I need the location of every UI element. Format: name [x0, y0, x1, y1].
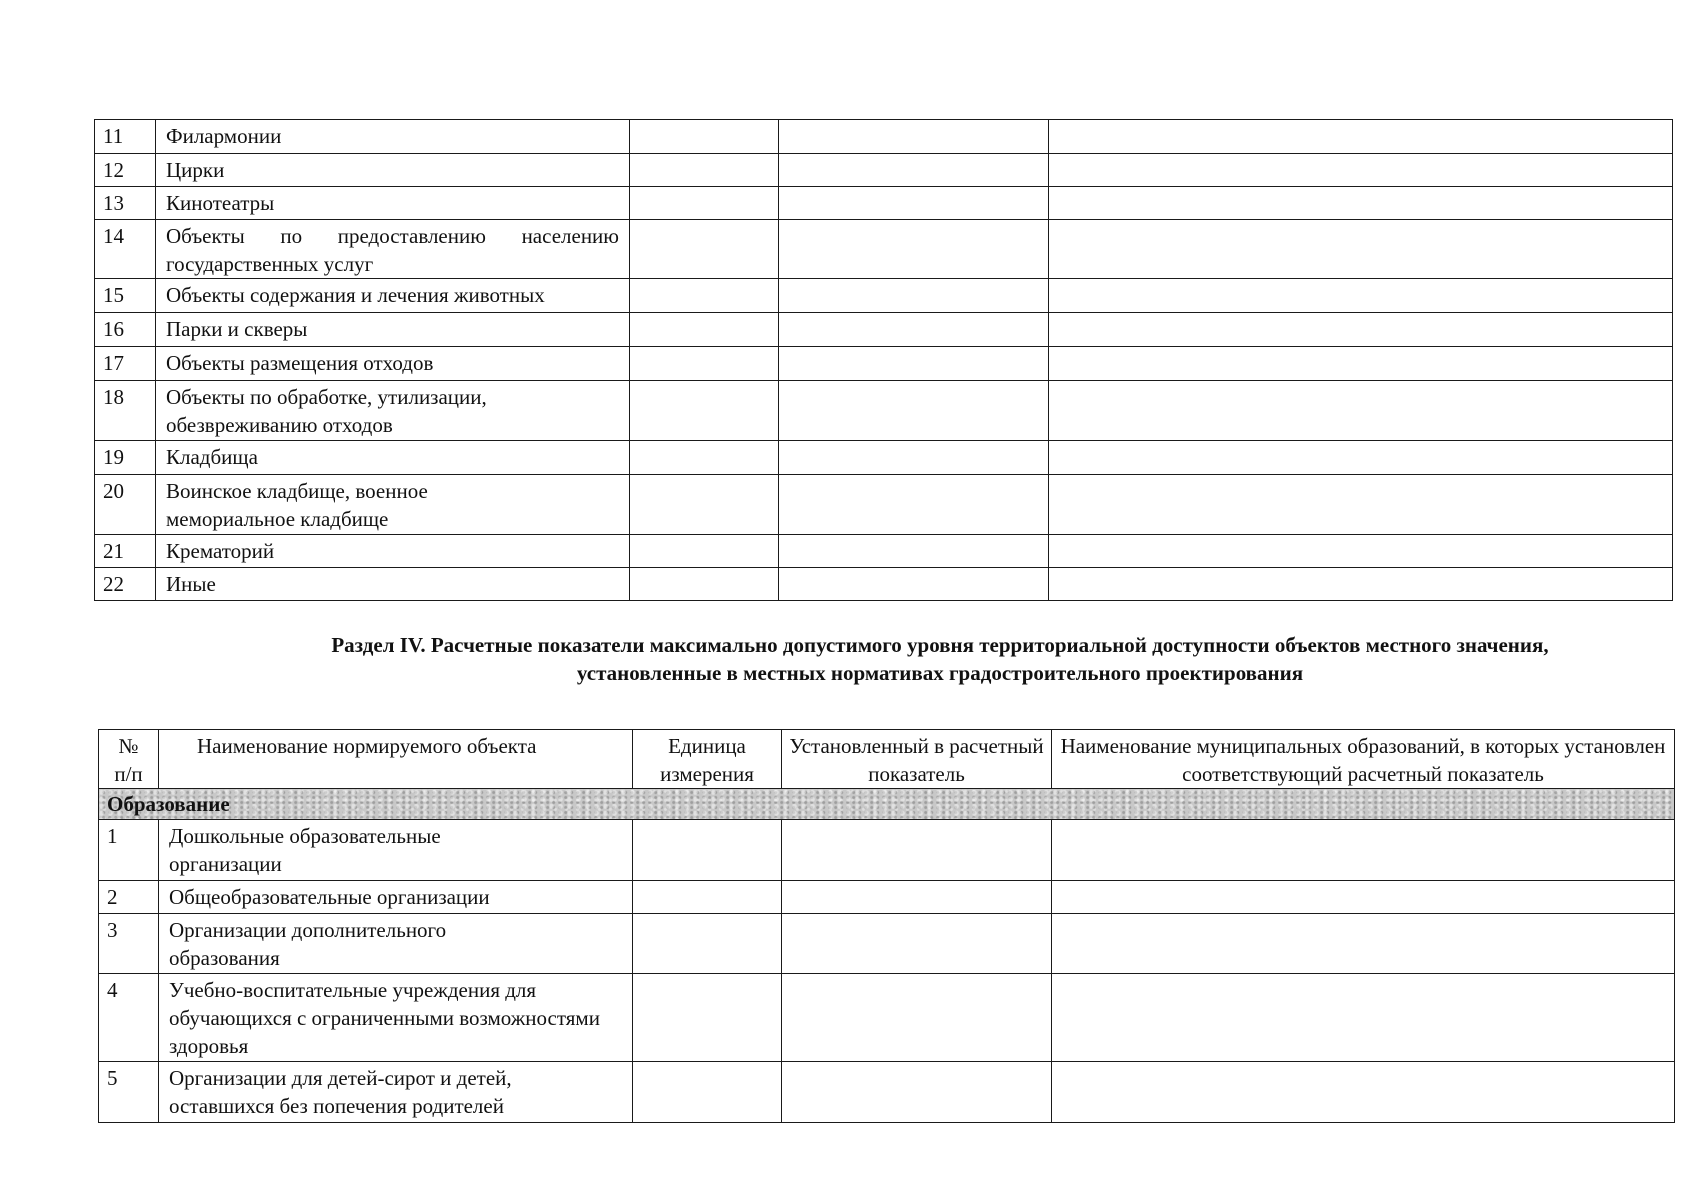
- object-name: Организации дополнительного образования: [159, 914, 633, 974]
- value-cell: [779, 347, 1049, 381]
- object-name: Воинское кладбище, военное мемориальное кладбище: [156, 475, 630, 535]
- table-row: [95, 279, 1673, 313]
- value-cell: [779, 535, 1049, 568]
- table-row: [95, 347, 1673, 381]
- value-cell: [779, 120, 1049, 154]
- unit-cell: [630, 347, 779, 381]
- municipalities-cell: [1049, 220, 1673, 279]
- row-number: 13: [95, 187, 156, 220]
- value-cell: [779, 313, 1049, 347]
- object-name: Парки и скверы: [156, 313, 630, 347]
- table-row: [99, 1062, 1675, 1123]
- object-name: Организации для детей-сирот и детей, оставшихся без попечения родителей: [159, 1062, 633, 1123]
- unit-cell: [630, 187, 779, 220]
- value-cell: [779, 441, 1049, 475]
- value-cell: [779, 475, 1049, 535]
- unit-cell: [633, 820, 782, 881]
- value-cell: [782, 1062, 1052, 1123]
- row-number: 3: [99, 914, 159, 974]
- object-name: Общеобразовательные организации: [159, 881, 633, 914]
- section-heading: [150, 631, 1670, 687]
- object-name: Объекты по обработке, утилизации, обезвреживанию отходов: [156, 381, 630, 441]
- municipalities-cell: [1049, 475, 1673, 535]
- unit-cell: [630, 220, 779, 279]
- object-name: Иные: [156, 568, 630, 601]
- row-number: 20: [95, 475, 156, 535]
- table-header-row: [99, 730, 1675, 789]
- table-row: [95, 381, 1673, 441]
- value-cell: [779, 568, 1049, 601]
- municipalities-cell: [1049, 568, 1673, 601]
- municipalities-cell: [1049, 313, 1673, 347]
- header-object-name: Наименование нормируемого объекта: [159, 730, 633, 789]
- table-row: [95, 220, 1673, 279]
- municipalities-cell: [1049, 187, 1673, 220]
- municipalities-cell: [1052, 881, 1675, 914]
- object-name: Кладбища: [156, 441, 630, 475]
- object-name: Кинотеатры: [156, 187, 630, 220]
- row-number: 11: [95, 120, 156, 154]
- unit-cell: [633, 914, 782, 974]
- value-cell: [779, 220, 1049, 279]
- row-number: 18: [95, 381, 156, 441]
- object-name: Цирки: [156, 154, 630, 187]
- object-name: Объекты размещения отходов: [156, 347, 630, 381]
- unit-cell: [633, 974, 782, 1062]
- value-cell: [782, 881, 1052, 914]
- value-cell: [779, 187, 1049, 220]
- header-value: Установленный в расчетный показатель: [782, 730, 1052, 789]
- municipalities-cell: [1052, 1062, 1675, 1123]
- table-row: [99, 914, 1675, 974]
- object-name: Объекты содержания и лечения животных: [156, 279, 630, 313]
- object-name: Филармонии: [156, 120, 630, 154]
- unit-cell: [630, 279, 779, 313]
- row-number: 14: [95, 220, 156, 279]
- value-cell: [782, 820, 1052, 881]
- row-number: 22: [95, 568, 156, 601]
- municipalities-cell: [1049, 535, 1673, 568]
- accessibility-table: [98, 729, 1675, 1123]
- unit-cell: [630, 441, 779, 475]
- table-row: [95, 120, 1673, 154]
- unit-cell: [630, 120, 779, 154]
- value-cell: [779, 154, 1049, 187]
- value-cell: [779, 279, 1049, 313]
- municipalities-cell: [1049, 154, 1673, 187]
- header-municipalities: Наименование муниципальных образований, в которых установлен соответствующий расчетный показатель: [1052, 730, 1675, 789]
- row-number: 1: [99, 820, 159, 881]
- unit-cell: [630, 313, 779, 347]
- row-number: 21: [95, 535, 156, 568]
- municipalities-cell: [1049, 347, 1673, 381]
- table-row: [99, 820, 1675, 881]
- unit-cell: [630, 475, 779, 535]
- municipalities-cell: [1049, 381, 1673, 441]
- section-heading-line-1: Раздел IV. Расчетные показатели максимально допустимого уровня территориальной доступности объектов местного значения,: [331, 633, 1549, 657]
- municipalities-cell: [1049, 279, 1673, 313]
- municipalities-cell: [1052, 914, 1675, 974]
- group-label: Образование: [99, 789, 1675, 820]
- unit-cell: [630, 154, 779, 187]
- municipalities-cell: [1052, 974, 1675, 1062]
- table-row: [95, 441, 1673, 475]
- table-row: [95, 475, 1673, 535]
- table-row: [99, 881, 1675, 914]
- municipalities-cell: [1052, 820, 1675, 881]
- value-cell: [779, 381, 1049, 441]
- row-number: 4: [99, 974, 159, 1062]
- object-name: Учебно-воспитательные учреждения для обучающихся с ограниченными возможностями здоровья: [159, 974, 633, 1062]
- table-row: [95, 313, 1673, 347]
- header-unit: Единица измерения: [633, 730, 782, 789]
- municipalities-cell: [1049, 441, 1673, 475]
- unit-cell: [630, 381, 779, 441]
- object-name: Дошкольные образовательные организации: [159, 820, 633, 881]
- row-number: 15: [95, 279, 156, 313]
- table-row: [99, 974, 1675, 1062]
- objects-table-continued: [94, 119, 1673, 601]
- object-name: Крематорий: [156, 535, 630, 568]
- row-number: 16: [95, 313, 156, 347]
- unit-cell: [633, 881, 782, 914]
- row-number: 2: [99, 881, 159, 914]
- unit-cell: [630, 568, 779, 601]
- row-number: 17: [95, 347, 156, 381]
- object-name: Объекты по предоставлению населению государственных услуг: [156, 220, 630, 279]
- value-cell: [782, 914, 1052, 974]
- table-row: [95, 187, 1673, 220]
- row-number: 5: [99, 1062, 159, 1123]
- group-row: [99, 789, 1675, 820]
- section-heading-line-2: установленные в местных нормативах градостроительного проектирования: [576, 661, 1304, 685]
- table-row: [95, 568, 1673, 601]
- unit-cell: [633, 1062, 782, 1123]
- table-row: [95, 154, 1673, 187]
- value-cell: [782, 974, 1052, 1062]
- municipalities-cell: [1049, 120, 1673, 154]
- header-num: № п/п: [99, 730, 159, 789]
- unit-cell: [630, 535, 779, 568]
- table-row: [95, 535, 1673, 568]
- row-number: 12: [95, 154, 156, 187]
- row-number: 19: [95, 441, 156, 475]
